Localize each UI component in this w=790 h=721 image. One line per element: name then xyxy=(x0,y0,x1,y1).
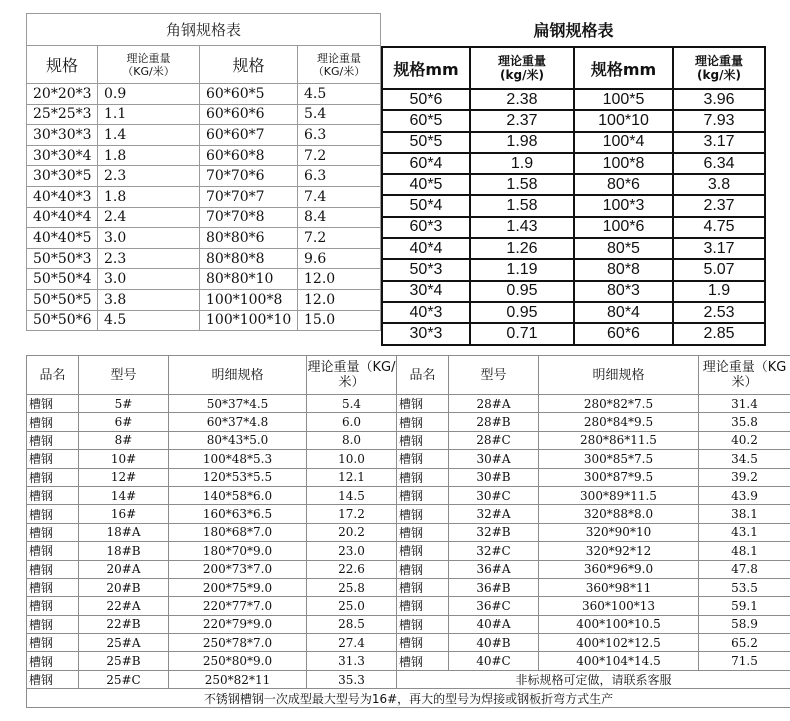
channel-model-cell: 40#C xyxy=(449,652,539,670)
channel-model-cell: 6# xyxy=(79,413,169,431)
flat-weight-cell: 1.9 xyxy=(673,281,765,302)
angle-weight-cell: 15.0 xyxy=(298,310,381,331)
channel-model-cell: 20#A xyxy=(79,560,169,578)
channel-spec-cell: 250*78*7.0 xyxy=(169,634,307,652)
table-row xyxy=(27,652,790,670)
table-row xyxy=(27,634,790,652)
channel-name-cell: 槽钢 xyxy=(397,560,449,578)
channel-name-cell: 槽钢 xyxy=(27,413,79,431)
table-row xyxy=(382,217,765,238)
angle-weight-cell: 12.0 xyxy=(298,269,381,290)
table-row xyxy=(27,145,381,166)
channel-weight-cell: 8.0 xyxy=(307,431,397,449)
channel-weight-cell: 47.8 xyxy=(699,560,790,578)
channel-weight-cell: 34.5 xyxy=(699,450,790,468)
flat-spec-cell: 80*3 xyxy=(574,281,673,302)
table-row xyxy=(382,323,765,344)
flat-spec-cell: 80*8 xyxy=(574,259,673,280)
flat-spec-cell: 80*5 xyxy=(574,238,673,259)
channel-spec-cell: 50*37*4.5 xyxy=(169,395,307,413)
channel-weight-cell: 20.2 xyxy=(307,523,397,541)
angle-weight-cell: 1.8 xyxy=(98,186,200,207)
channel-weight-cell: 38.1 xyxy=(699,505,790,523)
table-row xyxy=(27,84,381,105)
channel-model-cell: 18#B xyxy=(79,542,169,560)
flat-spec-cell: 40*5 xyxy=(382,174,470,195)
angle-header-spec: 规格 xyxy=(27,46,98,84)
channel-weight-cell: 53.5 xyxy=(699,578,790,596)
channel-steel-table-section xyxy=(26,355,790,708)
angle-spec-cell: 80*80*10 xyxy=(200,269,298,290)
channel-spec-cell: 280*82*7.5 xyxy=(539,395,699,413)
angle-spec-cell: 80*80*8 xyxy=(200,248,298,269)
channel-name-cell: 槽钢 xyxy=(27,431,79,449)
flat-weight-cell: 0.95 xyxy=(470,281,574,302)
table-row xyxy=(27,166,381,187)
flat-spec-cell: 60*4 xyxy=(382,153,470,174)
table-row xyxy=(27,228,381,249)
angle-header-weight: 理论重量 （KG/米） xyxy=(98,46,200,84)
angle-weight-cell: 9.6 xyxy=(298,248,381,269)
channel-model-cell: 40#B xyxy=(449,634,539,652)
angle-spec-cell: 50*50*4 xyxy=(27,269,98,290)
angle-weight-cell: 8.4 xyxy=(298,207,381,228)
table-row xyxy=(27,431,790,449)
channel-spec-cell: 320*90*10 xyxy=(539,523,699,541)
angle-weight-cell: 2.3 xyxy=(98,248,200,269)
channel-spec-cell: 160*63*6.5 xyxy=(169,505,307,523)
channel-name-cell: 槽钢 xyxy=(27,542,79,560)
channel-spec-cell: 400*100*10.5 xyxy=(539,615,699,633)
channel-spec-cell: 200*73*7.0 xyxy=(169,560,307,578)
channel-model-cell: 14# xyxy=(79,486,169,504)
flat-weight-cell: 3.8 xyxy=(673,174,765,195)
flat-steel-table xyxy=(381,13,766,346)
channel-name-cell: 槽钢 xyxy=(397,413,449,431)
channel-model-cell: 25#A xyxy=(79,634,169,652)
channel-weight-cell: 12.1 xyxy=(307,468,397,486)
angle-weight-cell: 3.0 xyxy=(98,228,200,249)
flat-weight-cell: 1.58 xyxy=(470,174,574,195)
channel-weight-cell: 10.0 xyxy=(307,450,397,468)
channel-model-cell: 28#C xyxy=(449,431,539,449)
channel-weight-cell: 39.2 xyxy=(699,468,790,486)
flat-spec-cell: 40*4 xyxy=(382,238,470,259)
angle-spec-cell: 80*80*6 xyxy=(200,228,298,249)
channel-weight-cell: 17.2 xyxy=(307,505,397,523)
table-row xyxy=(382,132,765,153)
angle-weight-cell: 4.5 xyxy=(98,310,200,331)
table-row xyxy=(27,486,790,504)
flat-spec-cell: 100*8 xyxy=(574,153,673,174)
flat-spec-cell: 60*6 xyxy=(574,323,673,344)
channel-header-model: 型号 xyxy=(79,356,169,395)
angle-weight-cell: 7.4 xyxy=(298,186,381,207)
channel-model-cell: 25#B xyxy=(79,652,169,670)
channel-weight-cell: 35.8 xyxy=(699,413,790,431)
channel-weight-cell: 25.8 xyxy=(307,578,397,596)
flat-weight-cell: 1.58 xyxy=(470,195,574,216)
angle-spec-cell: 100*100*10 xyxy=(200,310,298,331)
flat-steel-table-section xyxy=(381,13,764,346)
flat-spec-cell: 60*5 xyxy=(382,110,470,131)
flat-weight-cell: 2.37 xyxy=(470,110,574,131)
channel-model-cell: 16# xyxy=(79,505,169,523)
channel-name-cell: 槽钢 xyxy=(27,468,79,486)
table-row xyxy=(27,542,790,560)
table-row xyxy=(27,269,381,290)
table-row xyxy=(27,670,790,688)
channel-model-cell: 32#C xyxy=(449,542,539,560)
angle-spec-cell: 70*70*7 xyxy=(200,186,298,207)
channel-weight-cell: 59.1 xyxy=(699,597,790,615)
channel-weight-cell: 14.5 xyxy=(307,486,397,504)
flat-weight-cell: 2.53 xyxy=(673,302,765,323)
channel-spec-cell: 360*96*9.0 xyxy=(539,560,699,578)
channel-name-cell: 槽钢 xyxy=(27,652,79,670)
channel-name-cell: 槽钢 xyxy=(27,615,79,633)
channel-model-cell: 30#A xyxy=(449,450,539,468)
angle-spec-cell: 30*30*4 xyxy=(27,145,98,166)
angle-weight-cell: 6.3 xyxy=(298,125,381,146)
channel-model-cell: 18#A xyxy=(79,523,169,541)
channel-name-cell: 槽钢 xyxy=(397,634,449,652)
angle-spec-cell: 20*20*3 xyxy=(27,84,98,105)
flat-weight-cell: 5.07 xyxy=(673,259,765,280)
angle-spec-cell: 50*50*5 xyxy=(27,289,98,310)
angle-weight-cell: 4.5 xyxy=(298,84,381,105)
channel-weight-cell: 43.9 xyxy=(699,486,790,504)
table-row xyxy=(382,238,765,259)
channel-footer-note: 不锈钢槽钢一次成型最大型号为16#，再大的型号为焊接或钢板折弯方式生产 xyxy=(27,689,790,708)
flat-weight-cell: 6.34 xyxy=(673,153,765,174)
channel-model-cell: 36#C xyxy=(449,597,539,615)
channel-spec-cell: 140*58*6.0 xyxy=(169,486,307,504)
flat-weight-cell: 1.9 xyxy=(470,153,574,174)
channel-weight-cell: 40.2 xyxy=(699,431,790,449)
channel-spec-cell: 200*75*9.0 xyxy=(169,578,307,596)
channel-spec-cell: 320*92*12 xyxy=(539,542,699,560)
channel-name-cell: 槽钢 xyxy=(27,523,79,541)
channel-name-cell: 槽钢 xyxy=(27,395,79,413)
angle-spec-cell: 60*60*8 xyxy=(200,145,298,166)
table-row xyxy=(382,110,765,131)
channel-spec-cell: 280*84*9.5 xyxy=(539,413,699,431)
channel-name-cell: 槽钢 xyxy=(397,652,449,670)
flat-spec-cell: 80*6 xyxy=(574,174,673,195)
flat-spec-cell: 60*3 xyxy=(382,217,470,238)
angle-weight-cell: 2.4 xyxy=(98,207,200,228)
channel-name-cell: 槽钢 xyxy=(27,560,79,578)
channel-weight-cell: 48.1 xyxy=(699,542,790,560)
flat-weight-cell: 2.37 xyxy=(673,195,765,216)
flat-weight-cell: 1.98 xyxy=(470,132,574,153)
channel-name-cell: 槽钢 xyxy=(397,523,449,541)
table-row xyxy=(382,302,765,323)
table-row xyxy=(27,523,790,541)
table-row xyxy=(27,468,790,486)
flat-spec-cell: 30*3 xyxy=(382,323,470,344)
channel-header-name: 品名 xyxy=(397,356,449,395)
angle-weight-cell: 1.1 xyxy=(98,104,200,125)
channel-model-cell: 10# xyxy=(79,450,169,468)
angle-spec-cell: 60*60*7 xyxy=(200,125,298,146)
channel-weight-cell: 71.5 xyxy=(699,652,790,670)
channel-spec-cell: 180*68*7.0 xyxy=(169,523,307,541)
channel-model-cell: 22#B xyxy=(79,615,169,633)
table-row xyxy=(382,281,765,302)
channel-model-cell: 28#B xyxy=(449,413,539,431)
table-row xyxy=(382,195,765,216)
table-row xyxy=(382,174,765,195)
flat-spec-cell: 80*4 xyxy=(574,302,673,323)
channel-name-cell: 槽钢 xyxy=(397,578,449,596)
channel-name-cell: 槽钢 xyxy=(27,486,79,504)
flat-spec-cell: 30*4 xyxy=(382,281,470,302)
channel-model-cell: 20#B xyxy=(79,578,169,596)
channel-model-cell: 12# xyxy=(79,468,169,486)
channel-model-cell: 5# xyxy=(79,395,169,413)
channel-spec-cell: 320*88*8.0 xyxy=(539,505,699,523)
flat-spec-cell: 100*3 xyxy=(574,195,673,216)
angle-spec-cell: 40*40*5 xyxy=(27,228,98,249)
angle-spec-cell: 40*40*4 xyxy=(27,207,98,228)
channel-name-cell: 槽钢 xyxy=(397,431,449,449)
angle-spec-cell: 50*50*3 xyxy=(27,248,98,269)
channel-weight-cell: 22.6 xyxy=(307,560,397,578)
flat-weight-cell: 4.75 xyxy=(673,217,765,238)
angle-weight-cell: 3.8 xyxy=(98,289,200,310)
channel-model-cell: 32#B xyxy=(449,523,539,541)
flat-weight-cell: 2.85 xyxy=(673,323,765,344)
channel-name-cell: 槽钢 xyxy=(27,578,79,596)
channel-name-cell: 槽钢 xyxy=(27,670,79,688)
angle-header-weight: 理论重量 （KG/米） xyxy=(298,46,381,84)
angle-spec-cell: 25*25*3 xyxy=(27,104,98,125)
channel-weight-cell: 27.4 xyxy=(307,634,397,652)
table-row xyxy=(27,248,381,269)
custom-spec-note: 非标规格可定做，请联系客服 xyxy=(397,670,790,688)
channel-name-cell: 槽钢 xyxy=(27,450,79,468)
flat-weight-cell: 1.19 xyxy=(470,259,574,280)
flat-header-spec: 规格mm xyxy=(382,47,470,89)
flat-spec-cell: 40*3 xyxy=(382,302,470,323)
channel-name-cell: 槽钢 xyxy=(397,597,449,615)
channel-weight-cell: 31.3 xyxy=(307,652,397,670)
channel-model-cell: 36#B xyxy=(449,578,539,596)
channel-spec-cell: 300*89*11.5 xyxy=(539,486,699,504)
angle-weight-cell: 12.0 xyxy=(298,289,381,310)
channel-model-cell: 30#B xyxy=(449,468,539,486)
table-row xyxy=(27,597,790,615)
table-row xyxy=(382,259,765,280)
channel-spec-cell: 180*70*9.0 xyxy=(169,542,307,560)
flat-weight-cell: 2.38 xyxy=(470,89,574,110)
angle-spec-cell: 60*60*6 xyxy=(200,104,298,125)
channel-name-cell: 槽钢 xyxy=(27,597,79,615)
angle-weight-cell: 1.8 xyxy=(98,145,200,166)
table-row xyxy=(27,560,790,578)
channel-name-cell: 槽钢 xyxy=(397,542,449,560)
table-row xyxy=(382,153,765,174)
channel-spec-cell: 400*104*14.5 xyxy=(539,652,699,670)
channel-name-cell: 槽钢 xyxy=(397,468,449,486)
table-row xyxy=(27,578,790,596)
table-row xyxy=(27,186,381,207)
angle-spec-cell: 70*70*6 xyxy=(200,166,298,187)
flat-weight-cell: 3.96 xyxy=(673,89,765,110)
channel-spec-cell: 280*86*11.5 xyxy=(539,431,699,449)
flat-header-spec: 规格mm xyxy=(574,47,673,89)
angle-weight-cell: 5.4 xyxy=(298,104,381,125)
channel-weight-cell: 35.3 xyxy=(307,670,397,688)
angle-weight-cell: 2.3 xyxy=(98,166,200,187)
table-row xyxy=(27,289,381,310)
flat-spec-cell: 100*10 xyxy=(574,110,673,131)
channel-name-cell: 槽钢 xyxy=(397,450,449,468)
flat-header-weight: 理论重量 (kg/米) xyxy=(673,47,765,89)
channel-spec-cell: 60*37*4.8 xyxy=(169,413,307,431)
channel-model-cell: 8# xyxy=(79,431,169,449)
flat-steel-title: 扁钢规格表 xyxy=(382,13,765,47)
table-row xyxy=(27,413,790,431)
channel-weight-cell: 28.5 xyxy=(307,615,397,633)
angle-spec-cell: 60*60*5 xyxy=(200,84,298,105)
channel-steel-table xyxy=(26,355,790,708)
flat-weight-cell: 0.95 xyxy=(470,302,574,323)
flat-weight-cell: 3.17 xyxy=(673,238,765,259)
channel-weight-cell: 6.0 xyxy=(307,413,397,431)
channel-weight-cell: 65.2 xyxy=(699,634,790,652)
table-row xyxy=(27,505,790,523)
flat-weight-cell: 1.43 xyxy=(470,217,574,238)
channel-name-cell: 槽钢 xyxy=(397,505,449,523)
table-row xyxy=(382,89,765,110)
flat-weight-cell: 3.17 xyxy=(673,132,765,153)
channel-name-cell: 槽钢 xyxy=(397,486,449,504)
angle-header-spec: 规格 xyxy=(200,46,298,84)
angle-spec-cell: 40*40*3 xyxy=(27,186,98,207)
angle-spec-cell: 50*50*6 xyxy=(27,310,98,331)
angle-weight-cell: 6.3 xyxy=(298,166,381,187)
angle-steel-title: 角钢规格表 xyxy=(27,14,381,46)
channel-spec-cell: 80*43*5.0 xyxy=(169,431,307,449)
channel-header-spec: 明细规格 xyxy=(169,356,307,395)
angle-spec-cell: 70*70*8 xyxy=(200,207,298,228)
channel-weight-cell: 25.0 xyxy=(307,597,397,615)
flat-spec-cell: 100*6 xyxy=(574,217,673,238)
angle-spec-cell: 30*30*5 xyxy=(27,166,98,187)
flat-spec-cell: 50*5 xyxy=(382,132,470,153)
channel-weight-cell: 5.4 xyxy=(307,395,397,413)
channel-name-cell: 槽钢 xyxy=(27,505,79,523)
channel-weight-cell: 43.1 xyxy=(699,523,790,541)
channel-model-cell: 28#A xyxy=(449,395,539,413)
angle-steel-table-section xyxy=(26,13,380,331)
table-row xyxy=(27,125,381,146)
channel-spec-cell: 360*98*11 xyxy=(539,578,699,596)
angle-weight-cell: 3.0 xyxy=(98,269,200,290)
angle-weight-cell: 0.9 xyxy=(98,84,200,105)
flat-header-weight: 理论重量 (kg/米) xyxy=(470,47,574,89)
table-row xyxy=(27,395,790,413)
channel-spec-cell: 300*85*7.5 xyxy=(539,450,699,468)
channel-header-spec: 明细规格 xyxy=(539,356,699,395)
channel-name-cell: 槽钢 xyxy=(27,634,79,652)
angle-weight-cell: 1.4 xyxy=(98,125,200,146)
channel-spec-cell: 220*79*9.0 xyxy=(169,615,307,633)
channel-name-cell: 槽钢 xyxy=(397,395,449,413)
channel-weight-cell: 58.9 xyxy=(699,615,790,633)
flat-weight-cell: 0.71 xyxy=(470,323,574,344)
flat-spec-cell: 50*6 xyxy=(382,89,470,110)
flat-spec-cell: 50*3 xyxy=(382,259,470,280)
channel-header-weight: 理论重量（KG 米） xyxy=(699,356,790,395)
channel-spec-cell: 250*82*11 xyxy=(169,670,307,688)
flat-weight-cell: 1.26 xyxy=(470,238,574,259)
channel-header-name: 品名 xyxy=(27,356,79,395)
table-row xyxy=(27,207,381,228)
table-row xyxy=(27,104,381,125)
table-row xyxy=(27,310,381,331)
angle-weight-cell: 7.2 xyxy=(298,145,381,166)
channel-name-cell: 槽钢 xyxy=(397,615,449,633)
angle-spec-cell: 100*100*8 xyxy=(200,289,298,310)
channel-model-cell: 40#A xyxy=(449,615,539,633)
channel-header-model: 型号 xyxy=(449,356,539,395)
channel-spec-cell: 360*100*13 xyxy=(539,597,699,615)
table-row xyxy=(27,450,790,468)
channel-spec-cell: 400*102*12.5 xyxy=(539,634,699,652)
channel-model-cell: 25#C xyxy=(79,670,169,688)
angle-weight-cell: 7.2 xyxy=(298,228,381,249)
channel-spec-cell: 300*87*9.5 xyxy=(539,468,699,486)
channel-spec-cell: 250*80*9.0 xyxy=(169,652,307,670)
channel-model-cell: 22#A xyxy=(79,597,169,615)
table-row xyxy=(27,615,790,633)
channel-model-cell: 30#C xyxy=(449,486,539,504)
channel-spec-cell: 120*53*5.5 xyxy=(169,468,307,486)
channel-spec-cell: 100*48*5.3 xyxy=(169,450,307,468)
channel-model-cell: 32#A xyxy=(449,505,539,523)
flat-spec-cell: 50*4 xyxy=(382,195,470,216)
channel-weight-cell: 31.4 xyxy=(699,395,790,413)
angle-steel-table xyxy=(26,13,381,331)
flat-weight-cell: 7.93 xyxy=(673,110,765,131)
channel-weight-cell: 23.0 xyxy=(307,542,397,560)
flat-spec-cell: 100*5 xyxy=(574,89,673,110)
channel-spec-cell: 220*77*7.0 xyxy=(169,597,307,615)
angle-spec-cell: 30*30*3 xyxy=(27,125,98,146)
flat-spec-cell: 100*4 xyxy=(574,132,673,153)
channel-model-cell: 36#A xyxy=(449,560,539,578)
channel-header-weight: 理论重量（KG/ 米） xyxy=(307,356,397,395)
